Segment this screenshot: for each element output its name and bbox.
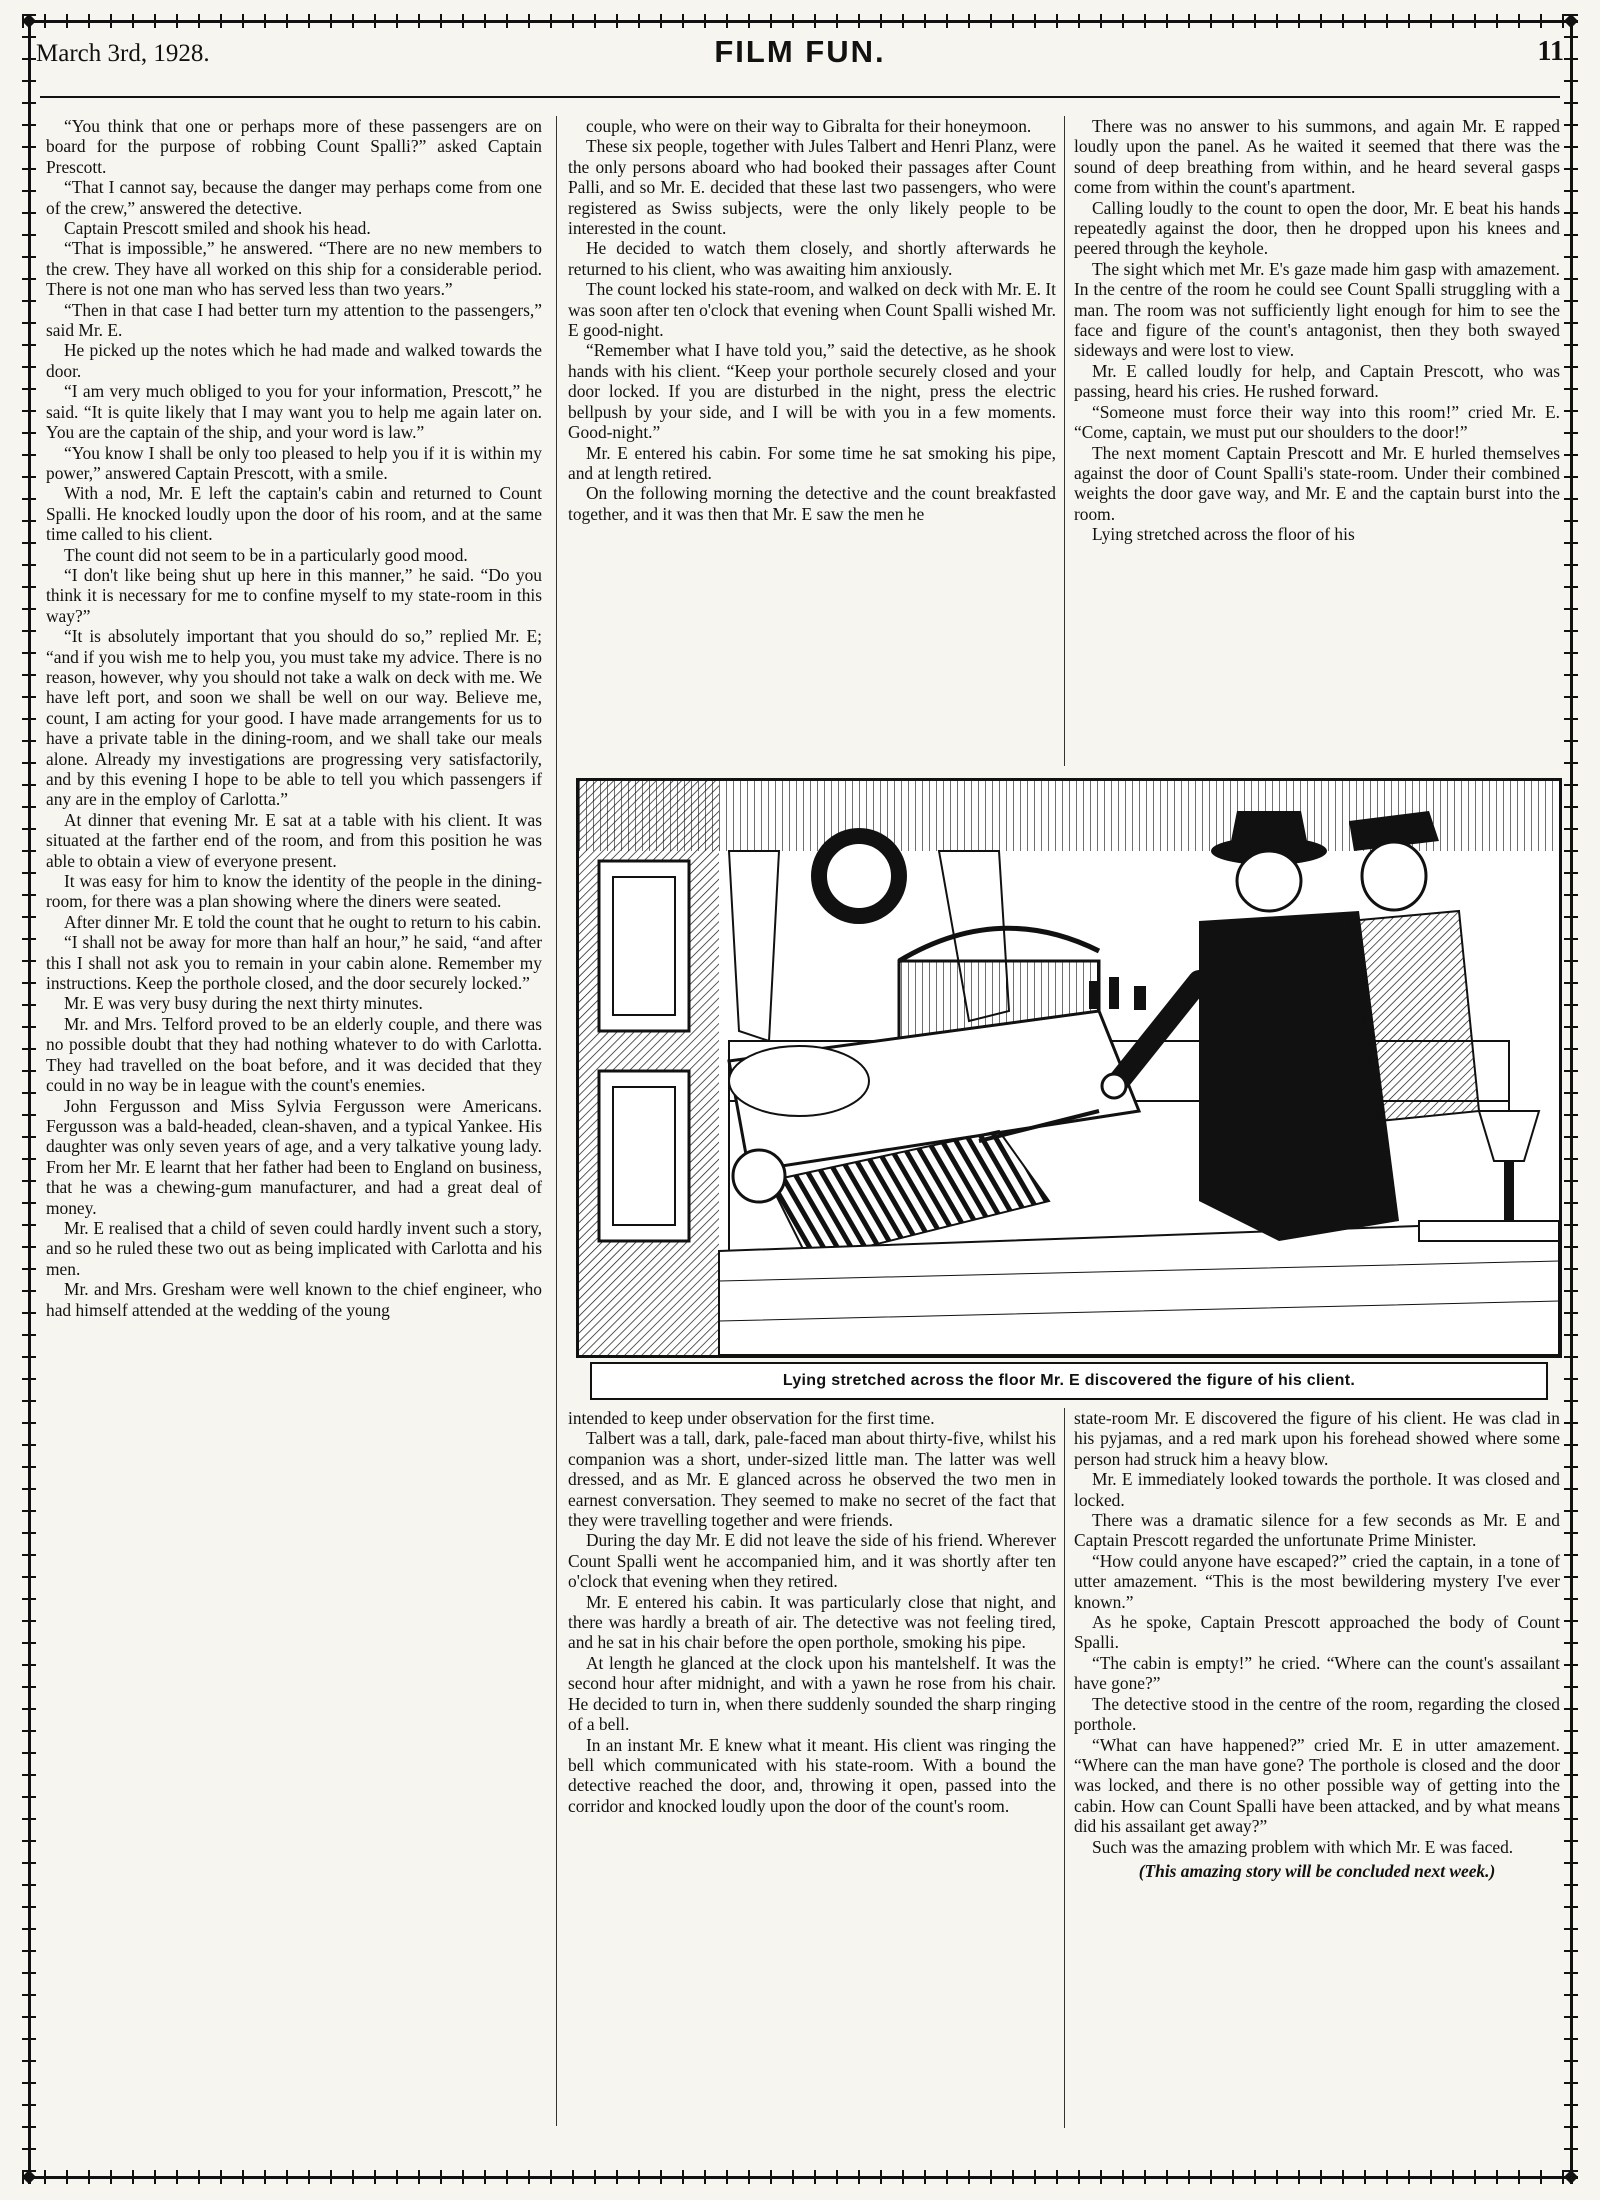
paragraph: The count did not seem to be in a particularly good mood. [64,544,468,565]
paragraph: “I shall not be away for more than half an hour,” he said, “and after this I shall not ask you to remain in your cabin alone. Remember my instructions. Keep the porthole closed, and the door securely locked.” [46,932,542,994]
right-border [1564,14,1578,2184]
paragraph: state-room Mr. E discovered the figure of his client. He was clad in his pyjamas, and a red mark upon his forehead showed where some person had struck him a heavy blow. [1074,1408,1560,1469]
paragraph: There was a dramatic silence for a few seconds as Mr. E and Captain Prescott regarded the unfortunate Prime Minister. [1074,1510,1560,1551]
column-3-bottom [1074,1408,1560,2128]
paragraph: Mr. and Mrs. Gresham were well known to the chief engineer, who had himself attended at the wedding of the young [46,1279,542,1320]
paragraph: He decided to watch them closely, and shortly afterwards he returned to his client, who was awaiting him anxiously. [568,238,1056,279]
paragraph: “Then in that case I had better turn my attention to the passengers,” said Mr. E. [46,299,542,341]
page-header [24,34,1576,78]
paragraph: The count locked his state-room, and walked on deck with Mr. E. It was soon after ten o'clock that evening when Count Spalli wished Mr. E good-night. [568,279,1056,341]
paragraph: In an instant Mr. E knew what it meant. His client was ringing the bell which communicated with his state-room. With a bound the detective reached the door, and, throwing it open, passed into the corridor and knocked loudly upon the door of the count's room. [568,1734,1056,1816]
paragraph: Mr. and Mrs. Telford proved to be an elderly couple, and there was no possible doubt that they had nothing whatever to do with Carlotta. They had travelled on the boat before, and it was decided that they could in no way be in league with the count's enemies. [46,1013,542,1096]
paragraph: He picked up the notes which he had made and walked towards the door. [46,340,542,381]
top-border [22,14,1578,28]
paragraph: Mr. E realised that a child of seven could hardly invent such a story, and so he ruled these two out as being implicated with Carlotta and his men. [46,1217,542,1279]
paragraph: After dinner Mr. E told the count that he ought to return to his cabin. [64,911,542,932]
to-be-continued-note: (This amazing story will be concluded next week.) [1138,1860,1496,1881]
paragraph: Captain Prescott smiled and shook his head. [64,218,371,239]
paragraph: Lying stretched across the floor of his [1092,524,1355,545]
column-divider [1064,1408,1065,2128]
column-2-bottom [568,1408,1056,2128]
page-number: 11 [1537,36,1564,67]
paragraph: couple, who were on their way to Gibralta for their honeymoon. [586,116,1032,136]
column-2-top [568,116,1056,766]
paragraph: During the day Mr. E did not leave the side of his friend. Wherever Count Spalli went he accompanied him, and it was shortly after ten o'clock that evening when they retired. [568,1530,1056,1592]
story-illustration [576,778,1562,1358]
paragraph: The next moment Captain Prescott and Mr. E hurled themselves against the door of Count Spalli's state-room. Under their combined weights the door gave way, and Mr. E and the captain burst into the room. [1074,442,1560,524]
paragraph: “It is absolutely important that you should do so,” replied Mr. E; “and if you wish me to help you, you must take my advice. There is no reason, however, why you should not take a walk on deck with me. We have left port, and soon we shall be well on our way. Believe me, count, I am acting for your good. I have made arrangements for us to have a private table in the dining-room, and we shall take our meals alone. Already my investigations are progressing very satisfactorily, and by this evening I hope to be able to tell you which passengers if any are in the employ of Carlotta.” [46,626,542,810]
paragraph: intended to keep under observation for the first time. [568,1408,935,1428]
left-border [22,14,36,2184]
paragraph: At dinner that evening Mr. E sat at a table with his client. It was situated at the farther end of the room, and from this position he was able to obtain a view of everyone present. [46,809,542,871]
paragraph: The sight which met Mr. E's gaze made him gasp with amazement. In the centre of the room he could see Count Spalli struggling with a man. The room was not sufficiently light enough for him to see the face and figure of the count's antagonist, then they both swayed sideways and were lost to view. [1074,258,1560,361]
paragraph: “You know I shall be only too pleased to help you if it is within my power,” answered Captain Prescott, with a smile. [46,442,542,483]
paragraph: These six people, together with Jules Talbert and Henri Planz, were the only persons aboard who had booked their passages after Count Palli, and so Mr. E. decided that these last two passengers, who were registered as Swiss subjects, were the only likely people to be interested in the count. [568,136,1056,239]
column-1 [46,116,542,2124]
column-divider [1064,116,1065,766]
paragraph: John Fergusson and Miss Sylvia Fergusson were Americans. Fergusson was a bald-headed, clean-shaven, and a typical Yankee. His daughter was only seven years of age, and a very talkative young lady. From her Mr. E learnt that her father had been to England on business, that he was a chewing-gum manufacturer, and had a great deal of money. [46,1095,542,1218]
paragraph: The detective stood in the centre of the room, regarding the closed porthole. [1074,1693,1560,1735]
issue-date: March 3rd, 1928. [36,40,210,67]
header-rule [40,96,1560,98]
paragraph: “That I cannot say, because the danger may perhaps come from one of the crew,” answered the detective. [46,177,542,218]
paragraph: There was no answer to his summons, and again Mr. E rapped loudly upon the panel. As he waited it seemed that there was the sound of deep breathing from within, and he heard several gasps come from within the count's apartment. [1074,116,1560,198]
paragraph: Such was the amazing problem with which Mr. E was faced. [1092,1836,1514,1857]
paragraph: Mr. E entered his cabin. For some time he sat smoking his pipe, and at length retired. [568,442,1056,483]
magazine-title: FILM FUN. [714,34,886,69]
bottom-border [22,2170,1578,2184]
paragraph: Mr. E entered his cabin. It was particularly close that night, and there was hardly a breath of air. The detective was not feeling tired, and he sat in his chair before the open porthole, smoking his pipe. [568,1591,1056,1653]
paragraph: Calling loudly to the count to open the door, Mr. E beat his hands repeatedly against the door, then he dropped upon his knees and peered through the keyhole. [1074,197,1560,259]
paragraph: Mr. E was very busy during the next thirty minutes. [64,993,423,1014]
column-divider [556,116,557,2126]
paragraph: Mr. E called loudly for help, and Captain Prescott, who was passing, heard his cries. He rushed forward. [1074,360,1560,402]
paragraph: “I don't like being shut up here in this manner,” he said. “Do you think it is necessary for me to confine myself to my state-room in this way?” [46,564,542,626]
illustration-caption: Lying stretched across the floor Mr. E discovered the figure of his client. [590,1362,1548,1400]
paragraph: “You think that one or perhaps more of these passengers are on board for the purpose of robbing Count Spalli?” asked Captain Prescott. [46,116,542,177]
paragraph: “That is impossible,” he answered. “There are no new members to the crew. They have all worked on this ship for a considerable period. There is not one man who has served less than two years.” [46,238,542,300]
paragraph: Talbert was a tall, dark, pale-faced man about thirty-five, whilst his companion was a short, under-sized little man. The latter was well dressed, and as Mr. E glanced across he observed the two men in earnest conversation. They seemed to make no secret of the fact that they were travelling together and were friends. [568,1428,1056,1531]
paragraph: On the following morning the detective and the count breakfasted together, and it was then that Mr. E saw the men he [568,483,1056,524]
paragraph: With a nod, Mr. E left the captain's cabin and returned to Count Spalli. He knocked loudly upon the door of his room, and at the same time called to his client. [46,483,542,545]
paragraph: As he spoke, Captain Prescott approached the body of Count Spalli. [1074,1612,1560,1653]
paragraph: “What can have happened?” cried Mr. E in utter amazement. “Where can the man have gone? The porthole is closed and the door was locked, and there is no other possible way of getting into the cabin. How can Count Spalli have been attacked, and by what means did his assailant get away?” [1074,1734,1560,1837]
paragraph: “How could anyone have escaped?” cried the captain, in a tone of utter amazement. “This is the most bewildering mystery I've ever known.” [1074,1550,1560,1612]
paragraph: Mr. E immediately looked towards the porthole. It was closed and locked. [1074,1469,1560,1510]
paragraph: “Remember what I have told you,” said the detective, as he shook hands with his client. “Keep your porthole securely closed and your door locked. If you are disturbed in the night, press the electric bellpush by your side, and I will be with you in a few moments. Good-night.” [568,340,1056,443]
paragraph: At length he glanced at the clock upon his mantelshelf. It was the second hour after midnight, and with a yawn he rose from his chair. He decided to turn in, when there suddenly sounded the sharp ringing of a bell. [568,1652,1056,1735]
paragraph: “The cabin is empty!” he cried. “Where can the count's assailant have gone?” [1074,1652,1560,1694]
paragraph: “I am very much obliged to you for your information, Prescott,” he said. “It is quite likely that I may want you to help me again later on. You are the captain of the ship, and your word is law.” [46,381,542,443]
column-3-top [1074,116,1560,766]
paragraph: “Someone must force their way into this room!” cried Mr. E. “Come, captain, we must put our shoulders to the door!” [1074,401,1560,443]
paragraph: It was easy for him to know the identity of the people in the dining-room, for there was a plan showing where the diners were seated. [46,871,542,912]
